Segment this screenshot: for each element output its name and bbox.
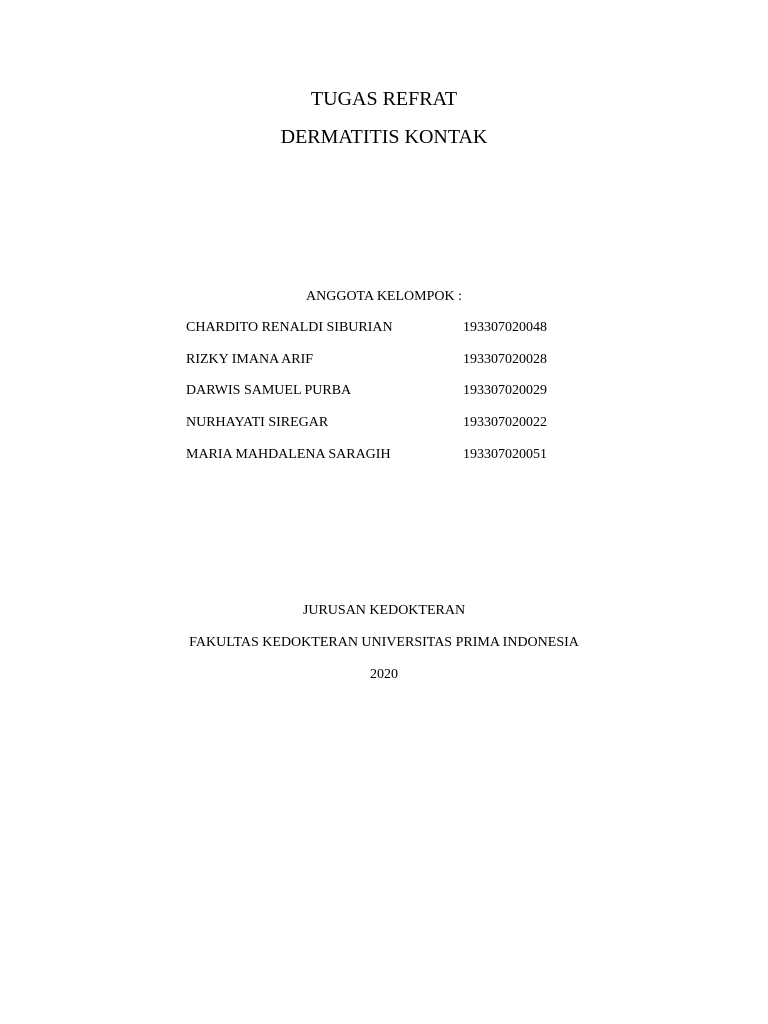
- member-name: RIZKY IMANA ARIF: [186, 352, 314, 367]
- member-row: [0, 414, 768, 432]
- year-label: 2020: [370, 667, 398, 682]
- member-row: [0, 319, 768, 337]
- department-label: JURUSAN KEDOKTERAN: [302, 603, 466, 618]
- member-name: NURHAYATI SIREGAR: [186, 415, 329, 430]
- member-row: [0, 351, 768, 369]
- member-row: [0, 382, 768, 400]
- member-nim: 193307020022: [463, 415, 547, 430]
- document-subtitle: DERMATITIS KONTAK: [280, 126, 488, 148]
- member-nim: 193307020048: [463, 320, 547, 335]
- member-nim: 193307020051: [463, 447, 547, 462]
- member-name: MARIA MAHDALENA SARAGIH: [186, 447, 391, 462]
- member-name: DARWIS SAMUEL PURBA: [186, 383, 352, 398]
- member-name: CHARDITO RENALDI SIBURIAN: [186, 320, 393, 335]
- members-heading: ANGGOTA KELOMPOK :: [306, 289, 462, 304]
- member-row: [0, 446, 768, 464]
- faculty-label: FAKULTAS KEDOKTERAN UNIVERSITAS PRIMA INDONESIA: [189, 635, 579, 650]
- member-nim: 193307020029: [463, 383, 547, 398]
- member-nim: 193307020028: [463, 352, 547, 367]
- document-title: TUGAS REFRAT: [310, 88, 458, 110]
